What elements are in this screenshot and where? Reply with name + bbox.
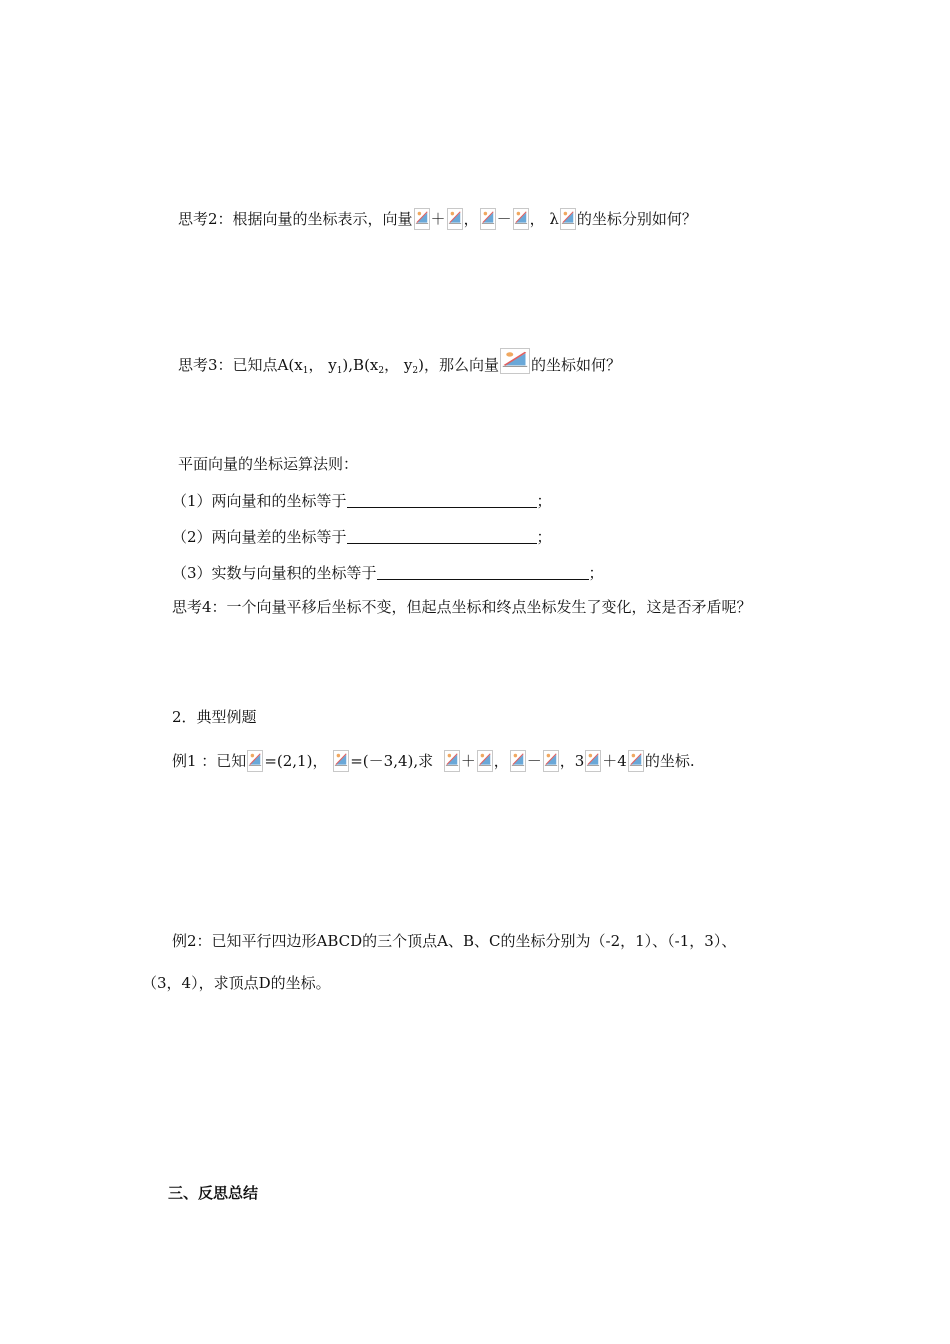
vector-a-image — [560, 208, 576, 230]
vector-b-image — [543, 750, 559, 772]
think3-prefix: 思考3：已知点A(x — [178, 356, 303, 374]
section3-title: 三、反思总结 — [168, 1184, 259, 1202]
vector-b-image — [333, 750, 349, 772]
vector-b-value: =(－3,4),求 — [350, 752, 434, 770]
answer-blank — [377, 565, 589, 580]
minus-sign: － — [526, 752, 542, 770]
rules-heading: 平面向量的坐标运算法则： — [178, 455, 359, 473]
vector-a-image — [510, 750, 526, 772]
example1-suffix: 的坐标. — [644, 752, 695, 770]
vector-a-value: =(2,1)， — [264, 752, 328, 770]
think4-line: 思考4：一个向量平移后坐标不变，但起点坐标和终点坐标发生了变化，这是否矛盾呢？ — [172, 598, 752, 616]
think3-text: ， y — [384, 356, 413, 374]
think3-suffix: 的坐标如何？ — [530, 356, 621, 374]
vector-a-image — [444, 750, 460, 772]
think2-line — [178, 208, 697, 230]
comma: ， — [493, 752, 509, 770]
plus-coefficient: ＋4 — [602, 752, 627, 770]
vector-a-image — [414, 208, 430, 230]
comma: ， — [559, 752, 575, 770]
example1-prefix: 例1 ：已知 — [172, 752, 247, 770]
rule-end: ； — [588, 564, 604, 582]
subscript: 2 — [412, 366, 419, 376]
rule-item-2 — [172, 526, 552, 548]
think2-suffix: 的坐标分别如何？ — [576, 210, 697, 228]
think3-text: ， y — [308, 356, 337, 374]
plus-sign: ＋ — [430, 210, 446, 228]
comma: ， — [463, 210, 479, 228]
comma: ， — [529, 210, 545, 228]
subscript: 2 — [378, 366, 385, 376]
think2-prefix: 思考2：根据向量的坐标表示，向量 — [178, 210, 413, 228]
example2-line2: （3，4），求顶点D的坐标。 — [142, 974, 331, 992]
vector-b-image — [447, 208, 463, 230]
vector-ab-image — [500, 348, 530, 374]
rule-end: ； — [536, 528, 552, 546]
lambda-symbol: λ — [549, 210, 559, 228]
subscript: 1 — [302, 366, 309, 376]
rule-label: （2）两向量差的坐标等于 — [172, 528, 347, 546]
coefficient: 3 — [574, 752, 585, 770]
vector-a-image — [247, 750, 263, 772]
rule-item-1 — [172, 490, 552, 512]
example2-line1: 例2：已知平行四边形ABCD的三个顶点A、B、C的坐标分别为（-2，1）、（-1，3）、 — [172, 932, 737, 950]
rule-label: （1）两向量和的坐标等于 — [172, 492, 347, 510]
vector-a-image — [585, 750, 601, 772]
example1-line — [172, 750, 695, 772]
think3-text: ),B(x — [342, 356, 379, 374]
answer-blank — [347, 493, 537, 508]
rule-end: ； — [536, 492, 552, 510]
vector-b-image — [477, 750, 493, 772]
vector-a-image — [480, 208, 496, 230]
vector-b-image — [513, 208, 529, 230]
vector-b-image — [628, 750, 644, 772]
minus-sign: － — [496, 210, 512, 228]
plus-sign: ＋ — [460, 752, 476, 770]
section2-title: 2．典型例题 — [172, 708, 257, 726]
answer-blank — [347, 529, 537, 544]
rule-item-3 — [172, 562, 604, 584]
think3-line — [178, 348, 621, 382]
subscript: 1 — [336, 366, 343, 376]
think3-text: )，那么向量 — [418, 356, 499, 374]
rule-label: （3）实数与向量积的坐标等于 — [172, 564, 377, 582]
